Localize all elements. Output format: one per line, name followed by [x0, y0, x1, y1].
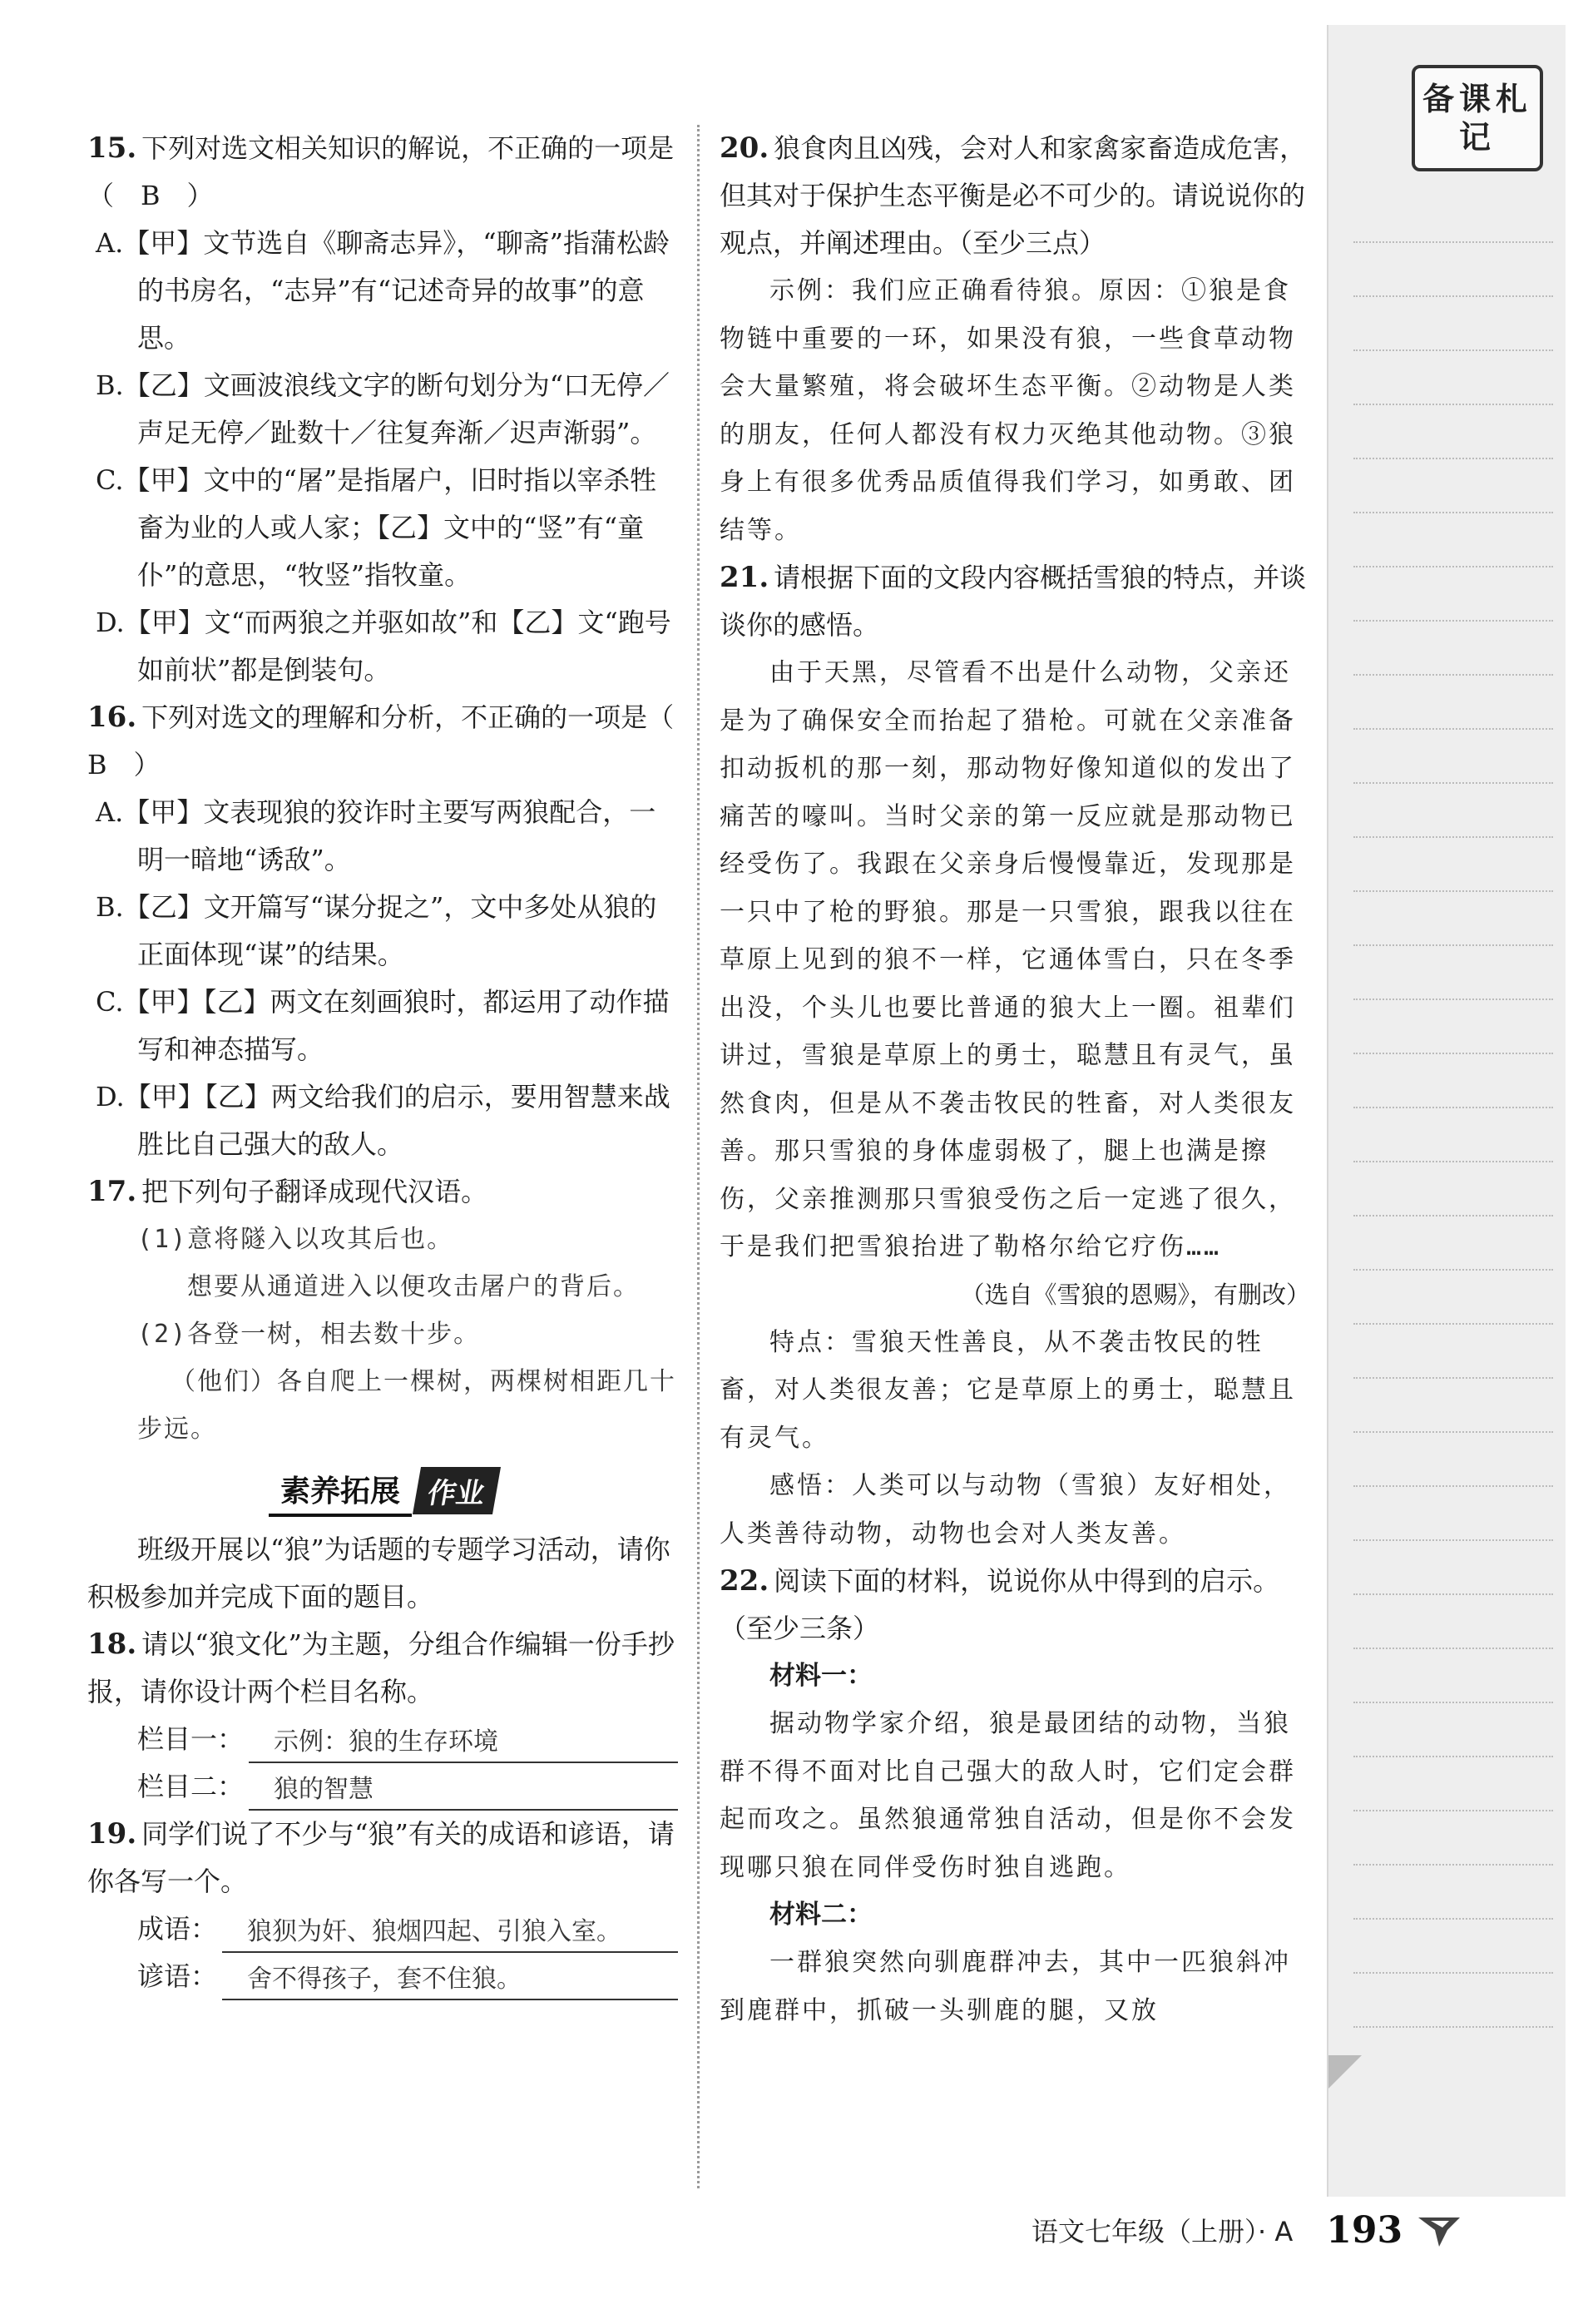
note-rule-line: [1353, 674, 1553, 676]
note-rule-line: [1353, 1918, 1553, 1920]
material-1-label: 材料一：: [769, 1661, 873, 1691]
answer-21-insight: 感悟：人类可以与动物（雪狼）友好相处，人类善待动物，动物也会对人类友善。: [720, 1471, 1291, 1549]
note-rule-line: [1353, 2026, 1553, 2028]
sentence-2: (2)各登一树，相去数十步。: [137, 1320, 481, 1349]
note-rule-line: [1353, 1215, 1553, 1217]
question-17: [87, 1168, 678, 1453]
note-rule-line: [1353, 1648, 1553, 1649]
question-stem: 把下列句子翻译成现代汉语。: [141, 1176, 488, 1207]
note-rule-line: [1353, 1756, 1553, 1757]
option-d: D.【甲】文“而两狼之并驱如故”和【乙】文“跑号如前状”都是倒装句。: [96, 607, 671, 686]
page-corner-fold: [1328, 2055, 1362, 2089]
note-rule-line: [1353, 404, 1553, 405]
question-number: 18.: [87, 1628, 137, 1661]
idiom-label: 成语：: [137, 1913, 218, 1945]
option-b: B.【乙】文开篇写“谋分捉之”，文中多处从狼的正面体现“谋”的结果。: [96, 891, 657, 970]
translation-2: （他们）各自爬上一棵树，两棵树相距几十步远。: [137, 1367, 676, 1444]
note-rule-line: [1353, 458, 1553, 459]
note-rule-line: [1353, 1972, 1553, 1974]
note-rule-line: [1353, 1431, 1553, 1433]
proverb-label: 谚语：: [137, 1960, 218, 1992]
passage-source: （选自《雪狼的恩赐》，有删改）: [960, 1280, 1310, 1309]
question-number: 19.: [87, 1817, 137, 1851]
left-column: [87, 125, 701, 2000]
banner-tag: 作业: [413, 1467, 501, 1514]
question-15: [87, 125, 678, 694]
column-2-answer: 狼的智慧: [249, 1771, 678, 1811]
note-rule-line: [1353, 620, 1553, 622]
question-stem: 阅读下面的材料，说说你从中得到的启示。（至少三条）: [720, 1565, 1280, 1644]
column-1-label: 栏目一：: [137, 1723, 245, 1755]
course-name: 语文七年级（上册）· A: [1031, 2216, 1294, 2247]
page-number: 193: [1326, 2208, 1403, 2252]
note-rule-line: [1353, 998, 1553, 1000]
option-a: A.【甲】文节选自《聊斋志异》，“聊斋”指蒲松龄的书房名，“志异”有“记述奇异的故事”的意思。: [96, 227, 670, 354]
column-2-line: [87, 1763, 678, 1811]
question-number: 17.: [87, 1175, 137, 1208]
material-1-text: 据动物学家介绍，狼是最团结的动物，当狼群不得不面对比自己强大的敌人时，它们定会群起而攻之。虽然狼通常独自活动，但是你不会发现哪只狼在同伴受伤时独自逃跑。: [720, 1709, 1296, 1882]
section-banner: [87, 1461, 678, 1519]
note-rule-line: [1353, 890, 1553, 892]
note-rule-line: [1353, 295, 1553, 297]
note-rule-line: [1353, 1377, 1553, 1379]
note-rule-line: [1353, 836, 1553, 838]
right-column: [720, 125, 1310, 2034]
question-21: [720, 554, 1310, 1558]
column-1-answer: 示例：狼的生存环境: [249, 1723, 678, 1763]
question-20: [720, 125, 1310, 554]
note-rule-line: [1353, 1107, 1553, 1108]
note-rule-line: [1353, 1593, 1553, 1595]
sentence-1: (1)意将隧入以攻其后也。: [137, 1225, 454, 1254]
note-rule-line: [1353, 782, 1553, 784]
material-2-label: 材料二：: [769, 1900, 873, 1930]
column-1-line: [87, 1716, 678, 1763]
page-footer: [1031, 2205, 1464, 2255]
question-16: [87, 694, 701, 1168]
question-stem: 下列对选文的理解和分析，不正确的一项是（ B ）: [87, 701, 701, 780]
material-2-text: 一群狼突然向驯鹿群冲去，其中一匹狼斜冲到鹿群中，抓破一头驯鹿的腿，又放: [720, 1948, 1291, 2025]
question-number: 16.: [87, 701, 137, 734]
option-d: D.【甲】【乙】两文给我们的启示，要用智慧来战胜比自己强大的敌人。: [96, 1081, 670, 1160]
note-rule-line: [1353, 349, 1553, 351]
note-rule-line: [1353, 1161, 1553, 1162]
note-rule-line: [1353, 566, 1553, 567]
note-rule-line: [1353, 1323, 1553, 1325]
column-divider: [697, 125, 700, 2188]
activity-intro: 班级开展以“狼”为话题的专题学习活动，请你积极参加并完成下面的题目。: [87, 1534, 670, 1613]
banner-title: 素养拓展: [269, 1464, 412, 1517]
note-rule-line: [1353, 512, 1553, 513]
answer-21-trait: 特点：雪狼天性善良，从不袭击牧民的牲畜，对人类很友善；它是草原上的勇士，聪慧且有灵气。: [720, 1327, 1296, 1453]
option-c: C.【甲】【乙】两文在刻画狼时，都运用了动作描写和神态描写。: [96, 986, 670, 1065]
question-number: 21.: [720, 561, 769, 594]
note-rule-line: [1353, 1053, 1553, 1054]
question-22: [720, 1558, 1310, 2034]
option-a: A.【甲】文表现狼的狡诈时主要写两狼配合，一明一暗地“诱敌”。: [96, 796, 656, 875]
publisher-logo-icon: [1414, 2209, 1464, 2251]
question-stem: 狼食肉且凶残，会对人和家禽家畜造成危害，但其对于保护生态平衡是必不可少的。请说说你的观点，并阐述理由。（至少三点）: [720, 132, 1307, 259]
note-rule-line: [1353, 1539, 1553, 1541]
note-rule-line: [1353, 1485, 1553, 1487]
question-stem: 同学们说了不少与“狼”有关的成语和谚语，请你各写一个。: [87, 1818, 675, 1897]
question-stem: 请以“狼文化”为主题，分组合作编辑一份手抄报，请你设计两个栏目名称。: [87, 1628, 675, 1707]
question-number: 22.: [720, 1564, 769, 1598]
note-rule-line: [1353, 1810, 1553, 1811]
note-rule-line: [1353, 1864, 1553, 1866]
note-rule-line: [1353, 241, 1553, 243]
question-stem: 下列对选文相关知识的解说，不正确的一项是（ B ）: [87, 132, 675, 211]
note-rule-line: [1353, 944, 1553, 946]
question-number: 20.: [720, 131, 769, 165]
question-number: 15.: [87, 131, 137, 165]
note-rule-line: [1353, 1269, 1553, 1271]
notes-title: 备课札记: [1412, 65, 1543, 171]
reading-passage: 由于天黑，尽管看不出是什么动物，父亲还是为了确保安全而抬起了猎枪。可就在父亲准备扣动扳机的那一刻，那动物好像知道似的发出了痛苦的嚎叫。当时父亲的第一反应就是那动物已经受伤了。我跟在父亲身后慢慢靠近，发现那是一只中了枪的野狼。那是一只雪狼，跟我以往在草原上见到的狼不一样，它通体雪白，只在冬季出没，个头儿也要比普通的狼大上一圈。祖辈们讲过，雪狼是草原上的勇士，聪慧且有灵气，虽然食肉，但是从不袭击牧民的牲畜，对人类很友善。那只雪狼的身体虚弱极了，腿上也满是擦伤，父亲推测那只雪狼受伤之后一定逃了很久，于是我们把雪狼抬进了勒格尔给它疗伤……: [720, 658, 1296, 1261]
option-b: B.【乙】文画波浪线文字的断句划分为“口无停／声足无停／趾数十／往复奔渐／迟声渐弱”。: [96, 369, 670, 448]
option-c: C.【甲】文中的“屠”是指屠户，旧时指以宰杀牲畜为业的人或人家；【乙】文中的“竖”有“童仆”的意思，“牧竖”指牧童。: [96, 464, 657, 591]
question-18: [87, 1621, 678, 1811]
proverb-answer: 舍不得孩子，套不住狼。: [222, 1960, 678, 2000]
question-19: [87, 1811, 678, 2000]
answer-20: 示例：我们应正确看待狼。原因：①狼是食物链中重要的一环，如果没有狼，一些食草动物会大量繁殖，将会破坏生态平衡。②动物是人类的朋友，任何人都没有权力灭绝其他动物。③狼身上有很多优秀品质值得我们学习，如勇敢、团结等。: [720, 276, 1296, 545]
idiom-line: [87, 1905, 678, 1953]
idiom-answer: 狼狈为奸、狼烟四起、引狼入室。: [222, 1913, 678, 1953]
translation-1: 想要从通道进入以便攻击屠户的背后。: [187, 1272, 640, 1301]
note-rule-line: [1353, 728, 1553, 730]
note-rule-line: [1353, 1702, 1553, 1703]
notes-panel: [1327, 25, 1566, 2197]
question-stem: 请根据下面的文段内容概括雪狼的特点，并谈谈你的感悟。: [720, 562, 1307, 641]
proverb-line: [87, 1953, 678, 2000]
column-2-label: 栏目二：: [137, 1771, 245, 1802]
